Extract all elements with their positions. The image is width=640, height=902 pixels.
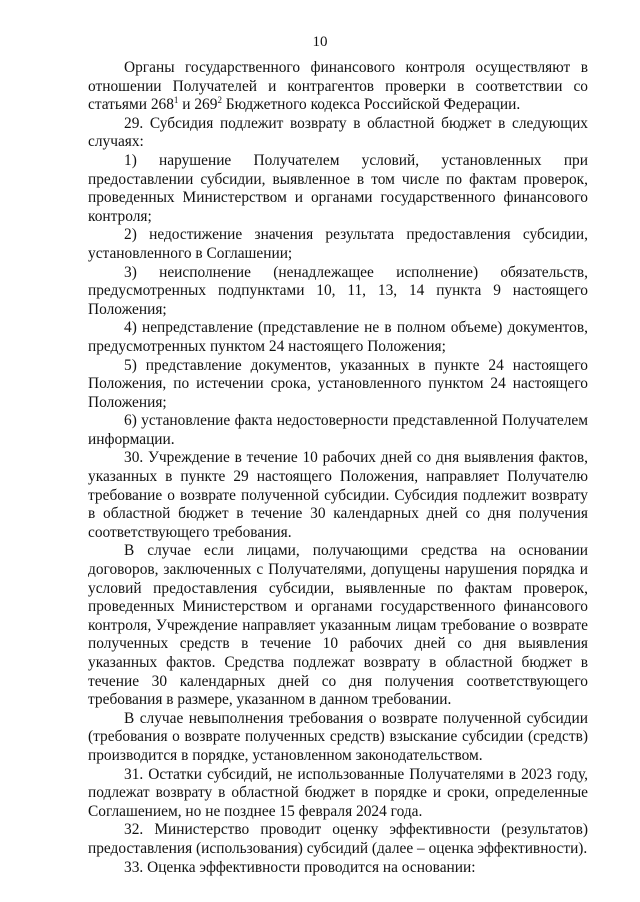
paragraph-30: 30. Учреждение в течение 10 рабочих дней со дня выявления фактов, указанных в пункте 29 настоящего Положения, направляет Получателю требование о возврате полученной субсидии. Субсидия подлежит возврату в областной бюджет в течение 30 календарных дней со дня получения соответствующего требования. [88, 449, 588, 541]
paragraph-30-enforcement: В случае невыполнения требования о возврате полученной субсидии (требования о возврате полученных средств) взыскание субсидии (средств) производится в порядке, установленном законодательством. [88, 709, 588, 764]
paragraph-32: 32. Министерство проводит оценку эффективности (результатов) предоставления (использования) субсидий (далее – оценка эффективности). [88, 821, 588, 857]
document-body [88, 59, 588, 877]
paragraph-control-bodies: Органы государственного финансового контроля осуществляют в отношении Получателей и контрагентов проверки в соответствии со [88, 59, 588, 95]
paragraph-budget-code-articles: статьями $268^1$ и $269^2$ Бюджетного кодекса Российской Федерации. [88, 95, 521, 114]
paragraph-29-item-3: 3) неисполнение (ненадлежащее исполнение) обязательств, предусмотренных подпунктами 10, 11, 13, 14 пункта 9 настоящего Положения; [88, 263, 588, 318]
paragraph-29-item-2: 2) недостижение значения результата предоставления субсидии, установленного в Соглашении; [88, 226, 588, 262]
paragraph-29-item-4: 4) непредставление (представление не в полном объеме) документов, предусмотренных пунктом 24 настоящего Положения; [88, 319, 588, 355]
page-number: 10 [312, 34, 328, 50]
paragraph-30-contract-recipients: В случае если лицами, получающими средства на основании договоров, заключенных с Получателями, допущены нарушения порядка и условий предоставления субсидии, выявленные по фактам проверок, проведенных Министерством и органами государственного финансового контроля, Учреждение направляет указанным лицам требование о возврате полученных средств в течение 10 рабочих дней со дня выявления указанных фактов. Средства подлежат возврату в областной бюджет в течение 30 календарных дней со дня получения соответствующего требования в размере, указанном в данном требовании. [88, 542, 588, 709]
paragraph-31: 31. Остатки субсидий, не использованные Получателями в 2023 году, подлежат возврату в областной бюджет в порядке и сроки, определенные Соглашением, но не позднее 15 февраля 2024 года. [88, 765, 588, 820]
paragraph-29: 29. Субсидия подлежит возврату в областной бюджет в следующих случаях: [88, 114, 588, 151]
paragraph-33: 33. Оценка эффективности проводится на основании: [124, 858, 476, 876]
paragraph-29-item-6: 6) установление факта недостоверности представленной Получателем информации. [88, 412, 588, 448]
paragraph-29-item-5: 5) представление документов, указанных в пункте 24 настоящего Положения, по истечении срока, установленного пунктом 24 настоящего Положения; [88, 356, 588, 411]
paragraph-29-item-1: 1) нарушение Получателем условий, установленных при предоставлении субсидии, выявленное в том числе по фактам проверок, проведенных Министерством и органами государственного финансового контроля; [88, 151, 588, 225]
